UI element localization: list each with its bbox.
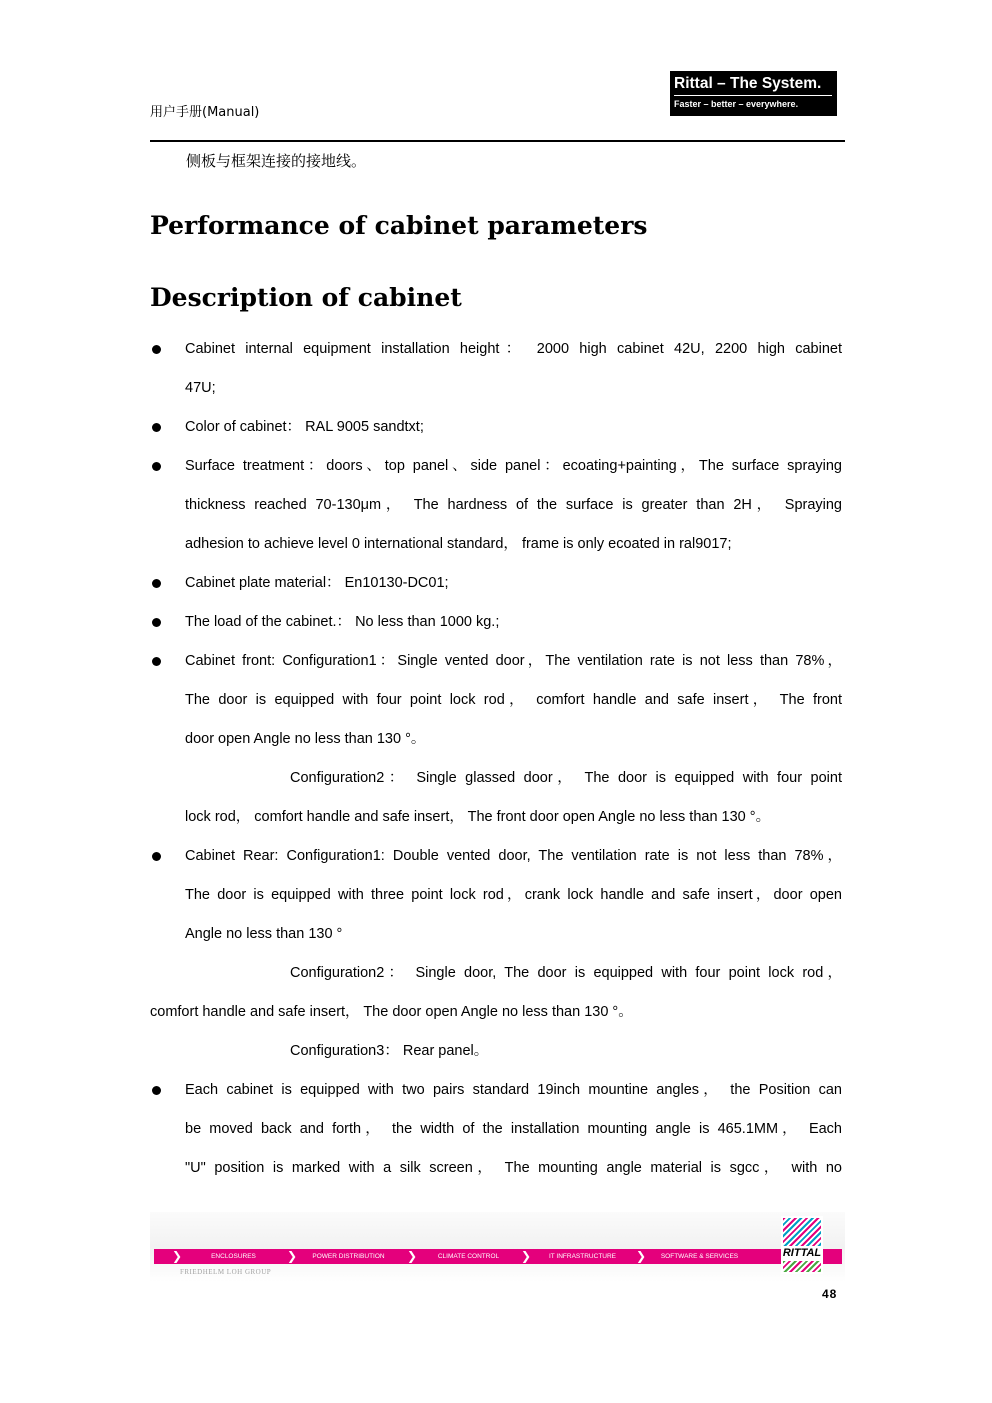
- list-line: door open Angle no less than 130 °。: [185, 731, 426, 747]
- list-line: lock rod， comfort handle and safe insert， The front door open Angle no less than 130 °。: [185, 809, 771, 825]
- chevron-right-icon: ❯: [287, 1249, 298, 1263]
- brand-tagline: Faster – better – everywhere.: [674, 99, 799, 109]
- spec-list: [150, 330, 842, 1188]
- footer-nav-item: POWER DISTRIBUTION: [312, 1253, 385, 1260]
- list-item: [150, 408, 842, 447]
- list-line: 47U;: [185, 380, 216, 396]
- brand-name: Rittal – The System.: [674, 75, 822, 92]
- bullet-icon: [152, 462, 161, 471]
- list-line: thickness reached 70-130μm， The hardness of the surface is greater than 2H， Spraying: [185, 497, 842, 513]
- footer-nav-item: ENCLOSURES: [211, 1253, 256, 1260]
- group-name: FRIEDHELM LOH GROUP: [180, 1268, 272, 1276]
- list-line: Color of cabinet： RAL 9005 sandtxt;: [185, 419, 424, 435]
- chevron-right-icon: ❯: [172, 1249, 183, 1263]
- bullet-icon: [152, 618, 161, 627]
- list-item: [150, 330, 842, 408]
- bullet-icon: [152, 852, 161, 861]
- continued-text: 侧板与框架连接的接地线。: [186, 152, 367, 170]
- bullet-icon: [152, 657, 161, 666]
- list-line-indented: [185, 1032, 842, 1071]
- logo-stripes-bottom: [783, 1261, 821, 1272]
- list-item: [150, 837, 842, 1071]
- list-line: Each cabinet is equipped with two pairs standard 19inch mountine angles， the Position can: [185, 1082, 842, 1098]
- list-line: be moved back and forth， the width of the installation mounting angle is 465.1MM， Each: [185, 1121, 842, 1137]
- list-line-flush: comfort handle and safe insert， The door open Angle no less than 130 °。: [150, 1004, 633, 1020]
- footer-nav-item: CLIMATE CONTROL: [437, 1253, 500, 1260]
- list-line: The door is equipped with three point lock rod，crank lock handle and safe insert，door open: [185, 887, 842, 903]
- list-item: [150, 1071, 842, 1188]
- logo-stripes-top: [783, 1218, 821, 1246]
- list-line: Angle no less than 130 °: [185, 926, 343, 942]
- list-line: Surface treatment：doors、top panel、side panel：ecoating+painting，The surface spraying: [185, 458, 842, 474]
- list-item: [150, 642, 842, 837]
- section-heading-description: Description of cabinet: [150, 283, 462, 312]
- chevron-right-icon: ❯: [521, 1249, 532, 1263]
- footer-nav-item: SOFTWARE & SERVICES: [660, 1253, 739, 1260]
- list-item: [150, 603, 842, 642]
- list-line: Cabinet front: Configuration1：Single vented door，The ventilation rate is not less than 78%，: [185, 653, 842, 669]
- list-line: "U" position is marked with a silk screen， The mounting angle material is sgcc， with no: [185, 1160, 842, 1176]
- list-line: Cabinet plate material： En10130-DC01;: [185, 575, 449, 591]
- manual-title: 用户手册(Manual): [150, 105, 260, 120]
- section-heading-performance: Performance of cabinet parameters: [150, 211, 648, 240]
- header-rule: [150, 140, 845, 142]
- list-item: [150, 564, 842, 603]
- bullet-icon: [152, 579, 161, 588]
- list-line-text: Configuration2： Single glassed door， The door is equipped with four point: [290, 770, 842, 786]
- list-line-text: Configuration3： Rear panel。: [290, 1043, 489, 1059]
- footer-nav-item: IT INFRASTRUCTURE: [548, 1253, 617, 1260]
- footer-nav-bar: [154, 1249, 842, 1264]
- page-number: 48: [822, 1287, 838, 1301]
- list-line: Cabinet Rear: Configuration1: Double vented door, The ventilation rate is not less than 78%，: [185, 848, 842, 864]
- bullet-icon: [152, 423, 161, 432]
- logo-wordmark: RITTAL: [782, 1247, 822, 1259]
- bullet-icon: [152, 345, 161, 354]
- list-line-indented: [185, 759, 842, 798]
- bullet-icon: [152, 1086, 161, 1095]
- list-item: [150, 447, 842, 564]
- brand-logo: [670, 71, 837, 116]
- list-line-indented: [185, 954, 842, 993]
- chevron-right-icon: ❯: [407, 1249, 418, 1263]
- chevron-right-icon: ❯: [636, 1249, 647, 1263]
- list-line: The door is equipped with four point lock rod， comfort handle and safe insert， The front: [185, 692, 842, 708]
- rittal-logo: [781, 1216, 823, 1274]
- list-line: adhesion to achieve level 0 international standard， frame is only ecoated in ral9017;: [185, 536, 732, 552]
- list-line: The load of the cabinet.： No less than 1000 kg.;: [185, 614, 500, 630]
- list-line: Cabinet internal equipment installation height： 2000 high cabinet 42U, 2200 high cabinet: [185, 341, 842, 357]
- brand-divider: [674, 95, 832, 96]
- list-line-text: Configuration2： Single door, The door is equipped with four point lock rod，: [290, 965, 842, 981]
